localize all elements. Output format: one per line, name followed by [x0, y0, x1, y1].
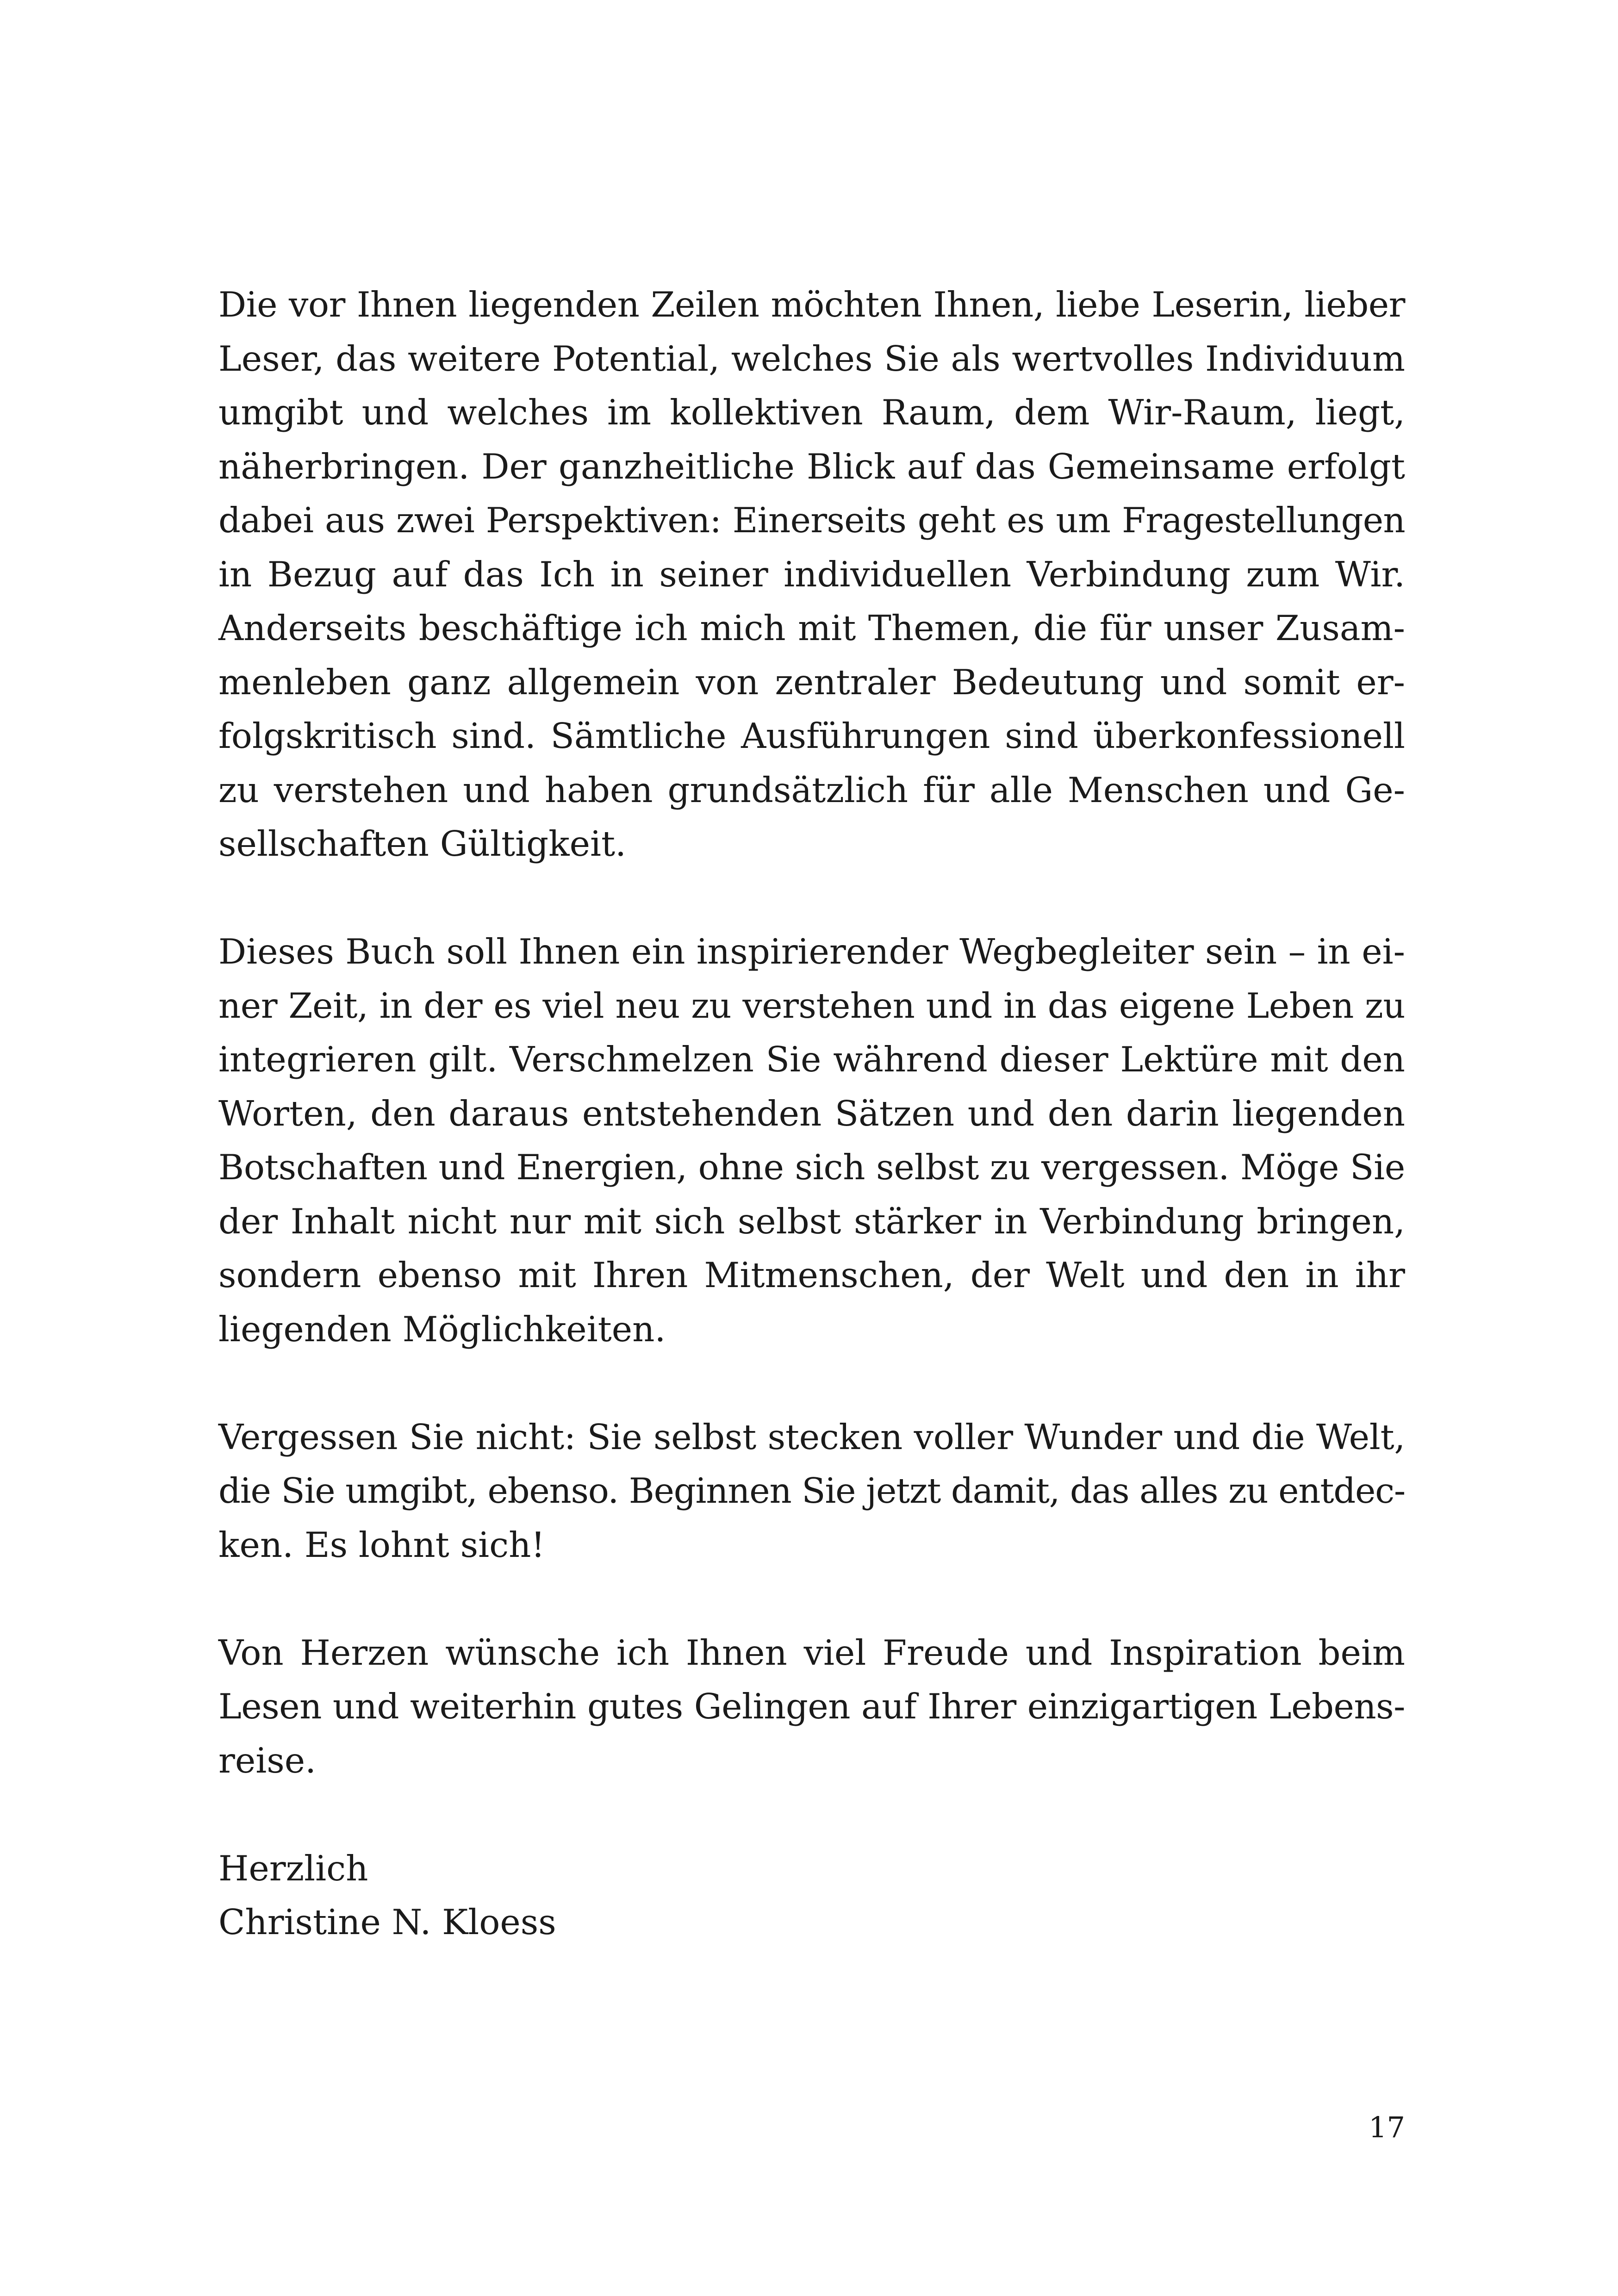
text-line: integrieren gilt. Verschmelzen Sie während dieser Lektüre mit den	[218, 1039, 1405, 1080]
text-line: folgskritisch sind. Sämtliche Ausführungen sind überkonfessionell	[218, 716, 1405, 756]
text-line: sondern ebenso mit Ihren Mitmenschen, der Welt und den in ihr	[218, 1255, 1405, 1295]
paragraph-1	[218, 278, 1405, 871]
text-line: Leser, das weitere Potential, welches Sie als wertvolles Individuum	[218, 338, 1405, 379]
text-line: Dieses Buch soll Ihnen ein inspirierender Wegbegleiter sein – in ei-	[218, 931, 1405, 972]
author-name: Christine N. Kloess	[218, 1902, 556, 1942]
text-line: sellschaften Gültigkeit.	[218, 823, 626, 864]
body-text	[218, 278, 1405, 1949]
text-line: Von Herzen wünsche ich Ihnen viel Freude und Inspiration beim	[218, 1632, 1405, 1673]
text-line: zu verstehen und haben grundsätzlich für alle Menschen und Ge-	[218, 769, 1405, 810]
text-line: Botschaften und Energien, ohne sich selbst zu vergessen. Möge Sie	[218, 1147, 1405, 1188]
text-line: die Sie umgibt, ebenso. Beginnen Sie jetzt damit, das alles zu entdec-	[218, 1470, 1405, 1511]
text-line: in Bezug auf das Ich in seiner individuellen Verbindung zum Wir.	[218, 554, 1405, 595]
text-line: ken. Es lohnt sich!	[218, 1524, 545, 1565]
text-line: Die vor Ihnen liegenden Zeilen möchten Ihnen, liebe Leserin, lieber	[218, 284, 1405, 325]
page-number: 17	[1369, 2110, 1405, 2144]
text-line: näherbringen. Der ganzheitliche Blick auf das Gemeinsame erfolgt	[218, 446, 1405, 487]
closing-greeting: Herzlich	[218, 1848, 368, 1889]
paragraph-2	[218, 925, 1405, 1356]
text-line: dabei aus zwei Perspektiven: Einerseits geht es um Fragestellungen	[218, 500, 1405, 541]
text-line: menleben ganz allgemein von zentraler Bedeutung und somit er-	[218, 661, 1405, 703]
paragraph-4	[218, 1626, 1405, 1788]
text-line: liegenden Möglichkeiten.	[218, 1308, 666, 1350]
text-line: Vergessen Sie nicht: Sie selbst stecken voller Wunder und die Welt,	[218, 1416, 1405, 1457]
text-line: Lesen und weiterhin gutes Gelingen auf Ihrer einzigartigen Lebens-	[218, 1686, 1405, 1727]
text-line: der Inhalt nicht nur mit sich selbst stärker in Verbindung bringen,	[218, 1201, 1405, 1242]
text-line: ner Zeit, in der es viel neu zu verstehen und in das eigene Leben zu	[218, 985, 1405, 1026]
paragraph-3	[218, 1410, 1405, 1572]
closing-signature	[218, 1842, 1405, 1949]
text-line: Worten, den daraus entstehenden Sätzen und den darin liegenden	[218, 1093, 1405, 1134]
text-line: umgibt und welches im kollektiven Raum, dem Wir-Raum, liegt,	[218, 392, 1405, 433]
text-line: reise.	[218, 1740, 316, 1781]
text-line: Anderseits beschäftige ich mich mit Themen, die für unser Zusam-	[218, 608, 1405, 648]
